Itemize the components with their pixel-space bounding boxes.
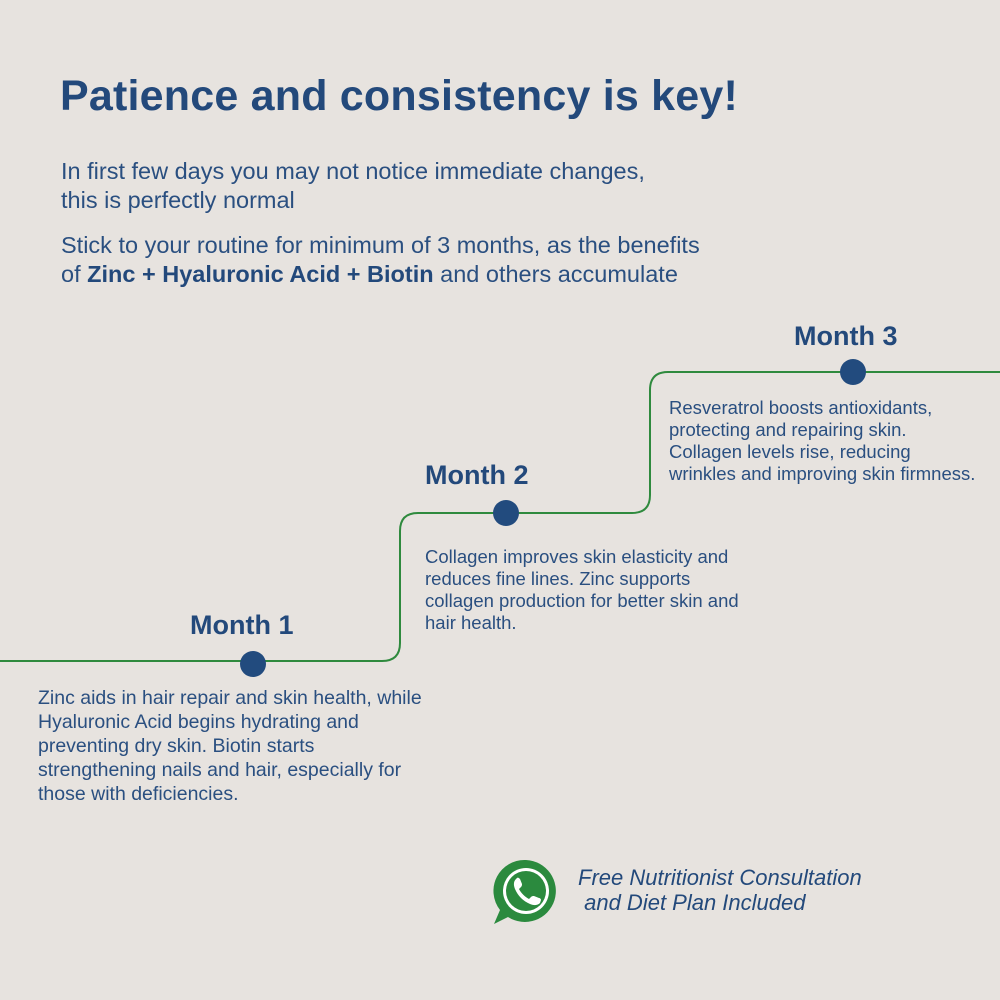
consultation-line-2: and Diet Plan Included <box>578 890 806 915</box>
ingredients-highlight: Zinc + Hyaluronic Acid + Biotin <box>87 261 434 287</box>
intro-line-2: this is perfectly normal <box>61 187 295 213</box>
timeline-dot-month-1 <box>240 651 266 677</box>
consultation-note <box>578 865 862 915</box>
timeline-dot-month-2 <box>493 500 519 526</box>
consultation-line-1: Free Nutritionist Consultation <box>578 865 862 890</box>
month-1-label: Month 1 <box>190 610 294 640</box>
month-1-description: Zinc aids in hair repair and skin health, while Hyaluronic Acid begins hydrating and preventing dry skin. Biotin starts strengthening nails and hair, especially for those with deficiencies. <box>38 687 422 805</box>
page-title: Patience and consistency is key! <box>60 72 738 120</box>
intro-line-1: In first few days you may not notice immediate changes, <box>61 158 645 184</box>
month-3-label: Month 3 <box>794 321 898 351</box>
intro-line-3: Stick to your routine for minimum of 3 months, as the benefits <box>61 232 700 258</box>
intro-line-4-suffix: and others accumulate <box>433 261 678 287</box>
month-2-description: Collagen improves skin elasticity and reduces fine lines. Zinc supports collagen production for better skin and hair health. <box>425 546 739 633</box>
month-3-description: Resveratrol boosts antioxidants, protecting and repairing skin. Collagen levels rise, reducing wrinkles and improving skin firmness. <box>669 397 976 484</box>
month-2-label: Month 2 <box>425 460 529 490</box>
intro-line-4-prefix: of <box>61 261 88 287</box>
timeline-dot-month-3 <box>840 359 866 385</box>
whatsapp-icon <box>490 856 562 928</box>
